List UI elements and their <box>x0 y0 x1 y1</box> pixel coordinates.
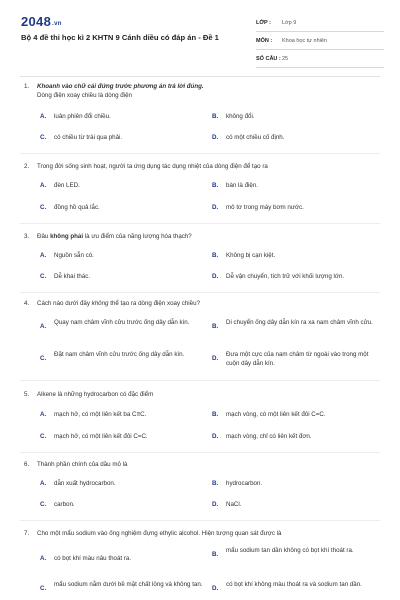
option-letter: B. <box>212 323 219 330</box>
option-letter: C. <box>40 433 47 440</box>
meta-row-count <box>256 50 384 68</box>
option-text: Đặt nam châm vĩnh cửu trước ống dây dẫn kín. <box>54 351 185 358</box>
option-letter: B. <box>212 113 219 120</box>
question-number: 7. <box>24 530 30 537</box>
document-title: Bộ 4 đề thi học kì 2 KHTN 9 Cánh diều có đáp án - Đề 1 <box>21 33 219 42</box>
question-number: 1. <box>24 83 30 90</box>
option-letter: C. <box>40 204 47 211</box>
option-text: dẫn xuất hydrocarbon. <box>54 480 116 487</box>
question-number: 2. <box>24 163 30 170</box>
question-text: Trong đời sống sinh hoạt, người ta ứng dụng tác dụng nhiệt của dòng điện để tạo ra <box>37 163 268 170</box>
option-letter: B. <box>212 551 219 558</box>
meta-row-subject <box>256 32 384 50</box>
option-text: mạch hở, có một liên kết đôi C=C. <box>54 433 148 440</box>
question-number: 6. <box>24 461 30 468</box>
option-letter: A. <box>40 113 47 120</box>
option-text: Dễ vận chuyển, tích trữ với khối lượng lớn. <box>226 273 345 280</box>
option-text: mẩu sodium tan dần không có bọt khí thoát ra. <box>226 547 354 554</box>
option-text: có chiều từ trái qua phải. <box>54 134 123 141</box>
question-text: Cho một mẩu sodium vào ống nghiệm đựng ethylic alcohol. Hiện tượng quan sát được là <box>37 530 282 537</box>
option-text: NaCl. <box>226 501 242 508</box>
option-letter: A. <box>40 182 47 189</box>
option-text: hydrocarbon. <box>226 480 263 487</box>
question-number: 4. <box>24 300 30 307</box>
question-text-part: thể tạo ra dòng điện xoay chiều? <box>108 300 201 307</box>
option-letter: B. <box>212 252 219 259</box>
option-letter: D. <box>212 585 219 592</box>
option-text: đồng hồ quả lắc. <box>54 204 100 211</box>
option-letter: A. <box>40 480 47 487</box>
question-separator <box>20 292 380 293</box>
option-text: có bọt khí màu nâu thoát ra. <box>54 555 132 562</box>
option-letter: D. <box>212 355 219 362</box>
option-text: Đưa một cực của nam châm từ ngoài vào trong một cuộn dây dẫn kín. <box>226 351 369 367</box>
question-stem: Dòng điện xoay chiều là dòng điện <box>37 92 132 99</box>
option-text: bàn là điện. <box>226 182 258 189</box>
option-text: có một chiều cố định. <box>226 134 285 141</box>
option-text: Nguồn sẵn có. <box>54 252 94 259</box>
option-letter: C. <box>40 134 47 141</box>
meta-value: 25 <box>282 55 289 62</box>
option-letter: D. <box>212 204 219 211</box>
option-letter: A. <box>40 555 47 562</box>
meta-key: SỐ CÂU : <box>256 55 281 62</box>
question-separator <box>20 520 380 521</box>
question-text <box>37 82 377 100</box>
option-text: Không bị cạn kiệt. <box>226 252 276 259</box>
meta-value: Khoa học tự nhiên <box>282 37 327 44</box>
question-text <box>37 232 377 241</box>
question-text: Thành phần chính của dầu mỏ là <box>37 461 128 468</box>
option-text: mạch vòng, có một liên kết đôi C=C. <box>226 411 326 418</box>
question-number: 5. <box>24 391 30 398</box>
option-text: mạch vòng, chỉ có liên kết đơn. <box>226 433 312 440</box>
option-text: Dễ khai thác. <box>54 273 91 280</box>
question-text: Alkene là những hydrocarbon có đặc điểm <box>37 391 154 398</box>
option-text: mạch hở, có một liên kết ba C≡C. <box>54 411 147 418</box>
question-text-part: Đâu <box>37 233 51 240</box>
question-separator <box>20 223 380 224</box>
option-letter: D. <box>212 433 219 440</box>
option-text: không đổi. <box>226 113 255 120</box>
option-text: Di chuyển ống dây dẫn kín ra xa nam châm vĩnh cửu. <box>226 319 373 326</box>
header-divider <box>20 76 380 77</box>
meta-key: LỚP : <box>256 19 271 26</box>
option-letter: A. <box>40 411 47 418</box>
option-letter: A. <box>40 323 47 330</box>
question-text <box>37 299 377 308</box>
option-letter: D. <box>212 501 219 508</box>
meta-value: Lớp 9 <box>282 19 297 26</box>
question-emphasis: không <box>91 300 109 307</box>
site-logo[interactable] <box>21 14 62 29</box>
option-text: đèn LED. <box>54 182 80 189</box>
meta-row-class <box>256 14 384 32</box>
option-text: Quay nam châm vĩnh cửu trước ống dây dẫn kín. <box>54 319 190 326</box>
option-letter: C. <box>40 355 47 362</box>
option-letter: B. <box>212 411 219 418</box>
option-text: carbon. <box>54 501 75 508</box>
option-letter: C. <box>40 273 47 280</box>
question-separator <box>20 153 380 154</box>
option-letter: B. <box>212 480 219 487</box>
option-letter: C. <box>40 585 47 592</box>
question-instruction: Khoanh vào chữ cái đứng trước phương án trả lời đúng. <box>37 83 204 90</box>
question-separator <box>20 380 380 381</box>
option-text: luân phiên đổi chiều. <box>54 113 111 120</box>
logo-text: 2048 <box>21 14 52 29</box>
option-text: mẩu sodium nằm dưới bề mặt chất lỏng và không tan. <box>54 581 203 588</box>
option-letter: A. <box>40 252 47 259</box>
option-letter: C. <box>40 501 47 508</box>
meta-table <box>256 14 384 68</box>
question-text-part: là ưu điểm của năng lượng hóa thạch? <box>83 233 192 240</box>
option-letter: B. <box>212 182 219 189</box>
question-number: 3. <box>24 233 30 240</box>
option-letter: D. <box>212 134 219 141</box>
document-header <box>0 0 400 72</box>
option-text: có bọt khí không màu thoát ra và sodium tan dần. <box>226 581 362 588</box>
question-emphasis: không phải <box>50 233 84 240</box>
question-separator <box>20 452 380 453</box>
logo-tld: .vn <box>52 21 62 27</box>
meta-key: MÔN : <box>256 37 273 44</box>
option-text: mô tơ trong máy bơm nước. <box>226 204 304 211</box>
question-text-part: Cách nào dưới đây <box>37 300 92 307</box>
option-letter: D. <box>212 273 219 280</box>
